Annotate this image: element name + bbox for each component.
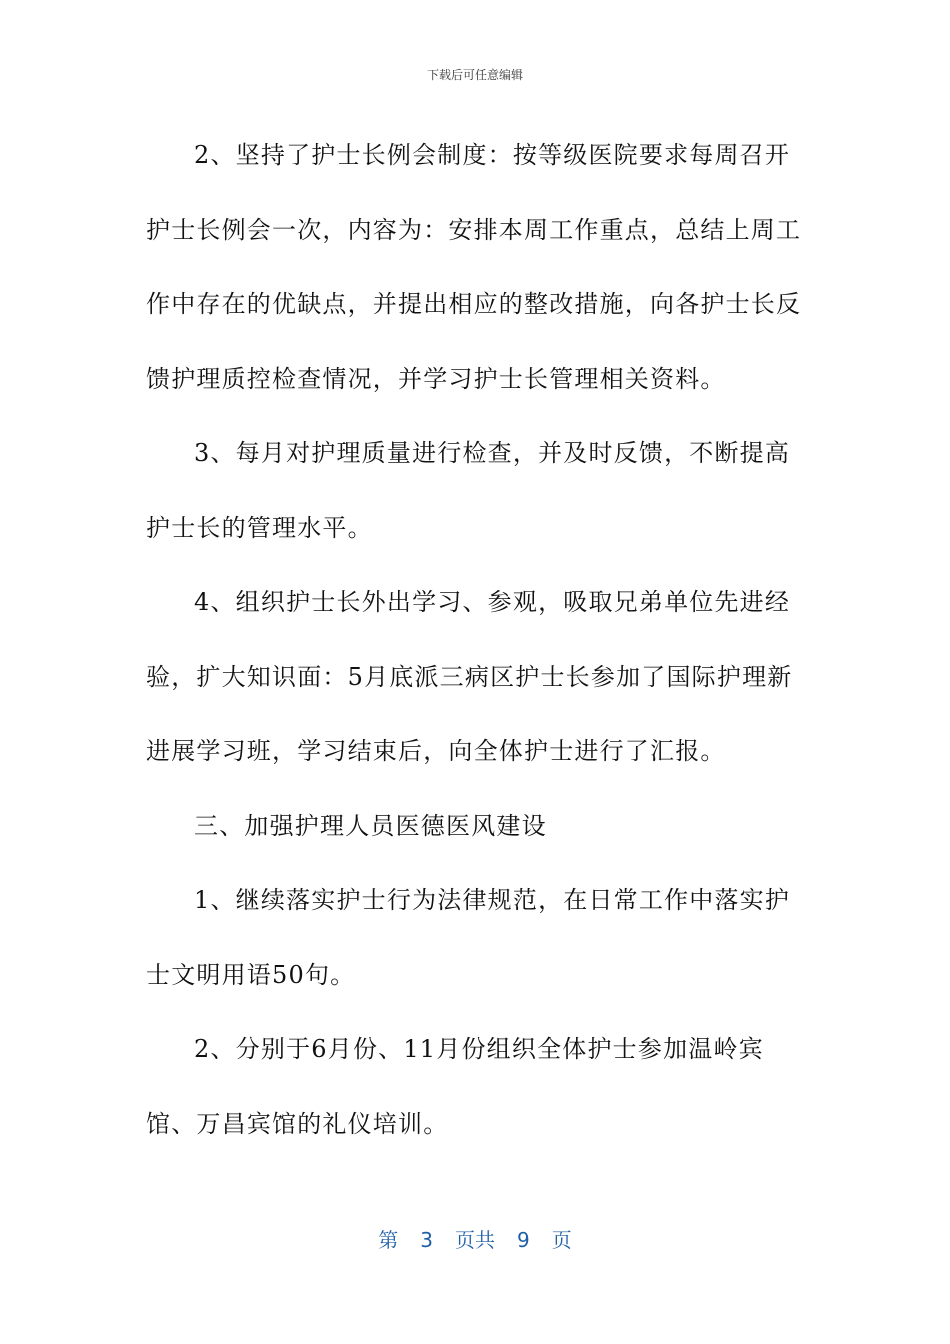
paragraph-item-3-quality-check: 3、每月对护理质量进行检查，并及时反馈，不断提高护士长的管理水平。 — [146, 439, 791, 542]
header-note: 下载后可任意编辑 — [426, 68, 523, 82]
paragraph-item-2-regular-meeting: 2、坚持了护士长例会制度：按等级医院要求每周召开护士长例会一次，内容为：安排本周工作重点，总结上周工作中存在的优缺点，并提出相应的整改措施，向各护士长反馈护理质控检查情况，并学习护士长管理相关资料。 — [146, 141, 802, 393]
paragraph-item-2-etiquette-training: 2、分别于6月份、11月份组织全体护士参加温岭宾馆、万昌宾馆的礼仪培训。 — [146, 1035, 764, 1138]
footer-total-pages: 9 — [517, 1228, 530, 1252]
footer-current-page: 3 — [420, 1228, 433, 1252]
footer-suffix: 页 — [551, 1228, 572, 1252]
section-heading-ethics: 三、加强护理人员医德医风建设 — [194, 811, 547, 840]
footer-middle: 页共 — [455, 1228, 495, 1252]
paragraph-item-4-external-study: 4、组织护士长外出学习、参观，吸取兄弟单位先进经验，扩大知识面：5月底派三病区护士长参加了国际护理新进展学习班，学习结束后，向全体护士进行了汇报。 — [146, 588, 793, 765]
footer-prefix: 第 — [378, 1228, 399, 1252]
document-body — [146, 118, 808, 1161]
paragraph-item-1-conduct-norms: 1、继续落实护士行为法律规范，在日常工作中落实护士文明用语50句。 — [146, 886, 791, 989]
page-footer — [0, 1224, 950, 1253]
